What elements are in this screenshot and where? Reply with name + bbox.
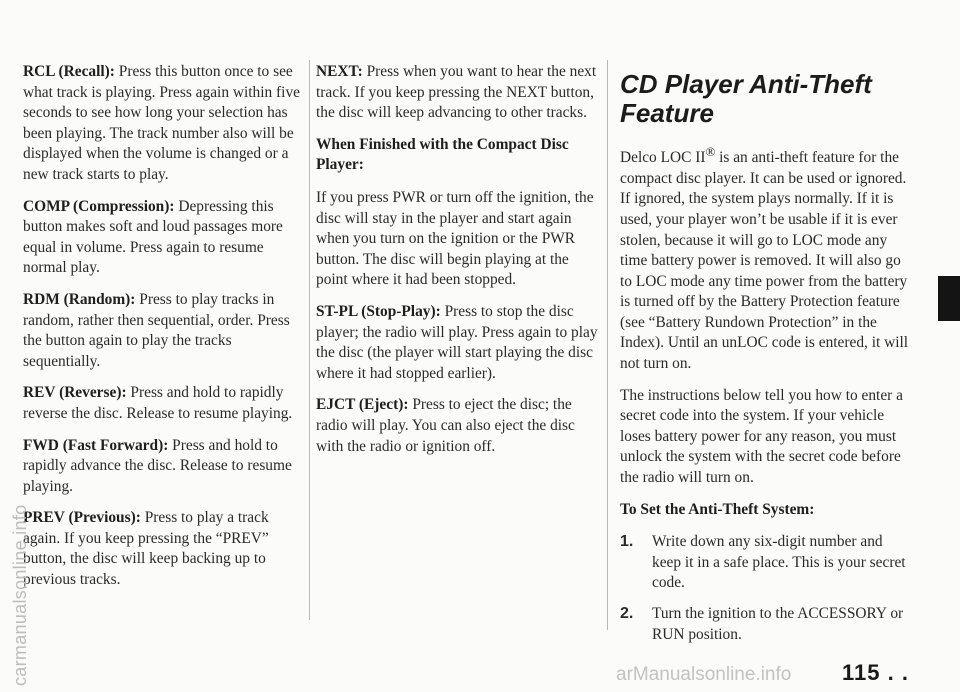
- rcl-text: Press this button once to see what track is playing. Press again within five seconds to see how long your selection has been playing. The track number also will be displayed when the volume is changed or a new track starts to play.: [23, 63, 300, 183]
- prev-text: Press to play a track again. If you keep pressing the “PREV” button, the disc will keep backing up to previous tracks.: [23, 509, 269, 589]
- next-text: Press when you want to hear the next track. If you keep pressing the NEXT button, the disc will keep advancing to other tracks.: [316, 63, 597, 122]
- step-text: Turn the ignition to the ACCESSORY or RUN position.: [652, 605, 904, 643]
- column-divider-2: [607, 60, 608, 630]
- section-tab-marker: [938, 276, 960, 321]
- fwd-text: Press and hold to rapidly advance the disc. Release to resume playing.: [23, 436, 292, 495]
- step-item: [620, 604, 910, 645]
- step-text: Write down any six-digit number and keep it in a safe place. This is your secret code.: [652, 533, 906, 592]
- comp-paragraph: [23, 197, 300, 279]
- step-number: 1.: [620, 533, 634, 551]
- anti-theft-intro-text: is an anti-theft feature for the compact disc player. It can be used or ignored. If ignored, the system plays normally. If it is used, your player won’t be usable if it is ever stolen, because it will go to LOC mode any time battery power is removed. It will also go to LOC mode any time power from the battery is turned off by the Battery Protection feature (see “Battery Rundown Protection” in the Index). Until an unLOC code is entered, it will not turn on.: [620, 149, 909, 373]
- ejct-text: Press to eject the disc; the radio will play. You can also eject the disc with the radio or ignition off.: [316, 396, 575, 455]
- column-divider-1: [309, 60, 310, 620]
- next-paragraph: [316, 62, 600, 124]
- finished-paragraph: If you press PWR or turn off the ignition, the disc will stay in the player and start again when you turn on the ignition or the PWR button. The disc will begin playing at the point where it had been stopped.: [316, 188, 594, 289]
- ejct-term: EJCT (Eject):: [316, 396, 409, 414]
- rdm-text: Press to play tracks in random, rather then sequential, order. Press the button again to play the tracks sequentially.: [23, 290, 290, 370]
- column-3: [620, 70, 910, 655]
- stpl-text: Press to stop the disc player; the radio will play. Press again to play the disc (the player will start playing the disc where it had stopped earlier).: [316, 302, 598, 382]
- column-1: [23, 62, 300, 602]
- step-number: 2.: [620, 605, 634, 622]
- stpl-term: ST-PL (Stop-Play):: [316, 302, 441, 320]
- rdm-paragraph: [23, 290, 300, 372]
- watermark-vertical: carmanualsonline.info: [10, 504, 30, 686]
- finished-subheading: When Finished with the Compact Disc Player:: [316, 135, 569, 174]
- rcl-term: RCL (Recall):: [23, 63, 115, 80]
- next-term: NEXT:: [316, 63, 363, 80]
- prev-paragraph: [23, 508, 300, 590]
- rev-paragraph: [23, 383, 300, 424]
- fwd-term: FWD (Fast Forward):: [23, 436, 169, 454]
- comp-term: COMP (Compression):: [23, 197, 175, 215]
- comp-text: Depressing this button makes soft and loud passages more equal in volume. Press again to resume normal play.: [23, 197, 283, 277]
- column-2: [316, 62, 600, 468]
- registered-mark: ®: [705, 145, 716, 159]
- step-item: [620, 532, 910, 594]
- section-title: CD Player Anti-Theft Feature: [620, 69, 872, 128]
- set-system-subheading: To Set the Anti-Theft System:: [620, 500, 815, 518]
- instructions-paragraph: The instructions below tell you how to enter a secret code into the system. If your vehicle loses battery power for any reason, you must unlock the system with the secret code before the radio will turn on.: [620, 386, 903, 487]
- rcl-paragraph: [23, 62, 300, 186]
- rev-term: REV (Reverse):: [23, 384, 127, 402]
- stpl-paragraph: [316, 302, 600, 384]
- delco-loc-name: Delco LOC II: [620, 149, 706, 167]
- ejct-paragraph: [316, 395, 600, 457]
- watermark-corner: arManualsonline.info: [616, 664, 792, 685]
- anti-theft-intro: [620, 142, 910, 375]
- rev-text: Press and hold to rapidly reverse the disc. Release to resume playing.: [23, 384, 293, 422]
- rdm-term: RDM (Random):: [23, 290, 136, 308]
- prev-term: PREV (Previous):: [23, 509, 141, 527]
- page-number: 115 . .: [842, 660, 909, 685]
- fwd-paragraph: [23, 436, 300, 498]
